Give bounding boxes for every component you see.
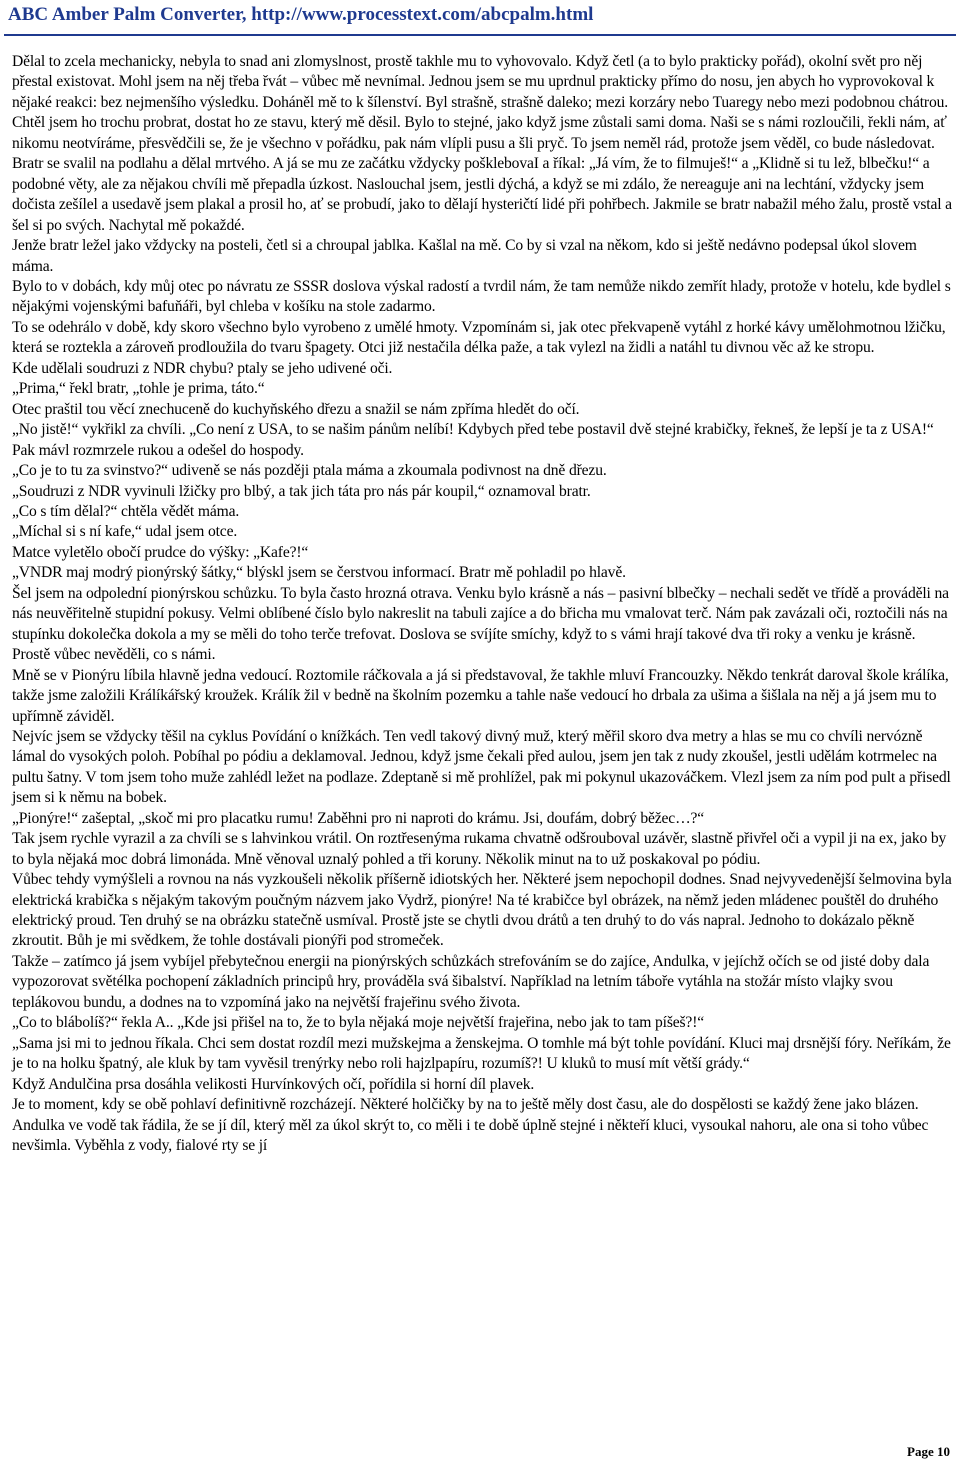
paragraph: Dělal to zcela mechanicky, nebyla to snad ani zlomyslnost, prostě takhle mu to vyhovovalo. Když četl (a to bylo prakticky pořád), okolní svět pro něj přestal existovat. Mohl jsem na něj třeba řvát – vůbec mě nevnímal. Jednou jsem se mu uprdnul prakticky přímo do nosu, jen abych ho vyprovokoval k nějaké reakci: bez nejmenšího výsledku. Doháněl mě to k šílenství. Byl strašně, strašně daleko; mezi korzáry nebo Tuaregy nebo mezi podobnou chátrou. <box>12 53 948 111</box>
paragraph: „Pionýre!“ zašeptal, „skoč mi pro placatku rumu! Zaběhni pro ni naproti do krámu. Jsi, doufám, dobrý běžec…?“ <box>12 809 705 827</box>
paragraph: Bratr se svalil na podlahu a dělal mrtvého. A já se mu ze začátku vždycky pošklebovaI a říkal: „Já vím, že to filmuješ!“ a „Klidně si tu lež, blbečku!“ a podobné věty, ale za nějakou chvíli mě přepadla úzkost. Naslouchal jsem, jestli dýchá, a když se mi zdálo, že nereaguje ani na lechtání, vždycky jsem dočista zešílel a usedavě jsem plakal a prosil ho, ať se probudí, jako to dělají hysteričtí lidé při pohřbech. Jakmile se bratr nabažil mého žalu, prostě vstal a šel si po svých. Nachytal mě pokaždé. <box>12 155 952 234</box>
paragraph: „Soudruzi z NDR vyvinuli lžičky pro blbý, a tak jich táta pro nás pár koupil,“ oznamoval bratr. <box>12 482 591 500</box>
paragraph: Takže – zatímco já jsem vybíjel přebytečnou energii na pionýrských schůzkách strefováním se do zajíce, Andulka, v jejíchž očích se od jisté doby dala vypozorovat světélka pochopení základních principů hry, prováděla svá šibalství. Například na letním táboře vytáhla na stožár místo vlajky svou teplákovou bundu, a dodnes na to vzpomíná jako na největší frajeřinu svého života. <box>12 952 930 1011</box>
paragraph: Otec praštil tou věcí znechuceně do kuchyňského dřezu a snažil se nám zpříma hledět do očí. <box>12 400 580 418</box>
paragraph: To se odehrálo v době, kdy skoro všechno bylo vyrobeno z umělé hmoty. Vzpomínám si, jak otec překvapeně vytáhl z horké kávy umělohmotnou lžičku, která se roztekla a zároveň prodloužila do tvaru špagety. Otci již nestačila délka paže, a tak vylezl na židli a natáhl tu divnou věc až ke stropu. <box>12 318 946 357</box>
paragraph: Jenže bratr ležel jako vždycky na posteli, četl si a chroupal jablka. Kašlal na mě. Co by si vzal na někom, kdo si ještě nedávno podepsal úkol slovem máma. <box>12 237 917 275</box>
paragraph: Tak jsem rychle vyrazil a za chvíli se s lahvinkou vrátil. On roztřesenýma rukama chvatně odšrouboval uzávěr, slastně přivřel oči a vypil ji na ex, jako by to byla nějaká moc dobrá limonáda. Mně věnoval uznalý pohled a tři koruny. Několik minut na to už poskakoval po pódiu. <box>12 830 947 868</box>
paragraph: „Sama jsi mi to jednou říkala. Chci sem dostat rozdíl mezi mužskejma a ženskejma. O tomhle má být tohle povídání. Kluci maj drsnější fóry. Neříkám, že je to na holku špatný, ale kluk by tam vyvěsil trenýrky nebo roli hajzlpapíru, rozumíš?! U kluků to musí mít větší grády.“ <box>12 1034 951 1073</box>
paragraph: Když Andulčina prsa dosáhla velikosti Hurvínkových očí, pořídila si horní díl plavek. <box>12 1075 535 1093</box>
paragraph: Vůbec tehdy vymýšleli a rovnou na nás vyzkoušeli několik příšerně idiotských her. Některé jsem nepochopil dodnes. Snad nejvyvedenější šelmovina byla elektrická krabička s nějakým takovým poučným názvem jako Vydrž, pionýre! Na té krabičce byl obrázek, na němž jeden mládenec pouštěl do druhého elektrický proud. Ten druhý se na obrázku statečně usmíval. Prostě jste se chytli dvou drátů a ten druhý to do vás napral. Jednoho to dokázalo pěkně zkroutit. Bůh je mi svědkem, že tohle dostávali pionýři pod stromeček. <box>12 871 952 950</box>
paragraph: Šel jsem na odpolední pionýrskou schůzku. To byla často hrozná otrava. Venku bylo krásně a nás – pasivní blbečky – nechali sedět ve třídě a prováděli na nás neuvěřitelně stupidní pokusy. Velmi oblíbené číslo bylo nakreslit na tabuli zajíce a do břicha mu vmalovat terč. Nám pak zavázali oči, roztočili nás na stupínku dokolečka dokola a my se měli do toho terče trefovat. Doslova se svíjíte smíchy, když to s vámi hrají takové dva tři roky a venku je krásně. Prostě vůbec nevěděli, co s námi. <box>12 584 949 664</box>
paragraph: „Co to blábolíš?“ řekla A.. „Kde jsi přišel na to, že to byla nějaká moje největší frajeřina, nebo jak to tam píšeš?!“ <box>12 1014 705 1032</box>
paragraph: „Prima,“ řekl bratr, „tohle je prima, táto.“ <box>12 380 265 398</box>
paragraph: Nejvíc jsem se vždycky těšil na cyklus Povídání o knížkách. Ten vedl takový divný muž, který měřil skoro dva metry a hlas se mu co chvíli nervózně lámal do vysokých poloh. Pobíhal po pódiu a deklamoval. Jednou, když jsme čekali před aulou, jsem jen tak z nudy zkoušel, jestli udělám kotrmelec na pultu šatny. V tom jsem toho muže zahlédl ležet na podlaze. Zdeptaně si mě prohlížel, pak mi pokynul ukazováčkem. Vlezl jsem za ním pod pult a přisedl jsem si k němu na bobek. <box>12 727 951 807</box>
page-number: Page 10 <box>907 1444 950 1459</box>
paragraph: „Co je to tu za svinstvo?“ udiveně se nás později ptala máma a zkoumala podivnost na dně dřezu. <box>12 462 607 480</box>
paragraph: Matce vyletělo obočí prudce do výšky: „Kafe?!“ <box>12 543 309 561</box>
paragraph: „Co s tím dělal?“ chtěla vědět máma. <box>12 502 240 520</box>
paragraph: „No jistě!“ vykřikl za chvíli. „Co není z USA, to se našim pánům nelíbí! Kdybych před tebe postavil dvě stejné krabičky, řekneš, že lepší je ta z USA!“ Pak mávl rozmrzele rukou a odešel do hospody. <box>12 421 934 459</box>
document-body <box>12 52 952 1156</box>
paragraph: „Míchal si s ní kafe,“ udal jsem otce. <box>12 523 238 541</box>
paragraph: Je to moment, kdy se obě pohlaví definitivně rozcházejí. Některé holčičky by na to ještě měly dost času, ale do dospělosti se každý žene jako blázen. Andulka ve vodě tak řádila, že se jí díl, který měl za úkol skrýt to, co měli i te době úplně stejné i někteří kluci, vysoukal nahoru, ale ona si toho vůbec nevšimla. Vyběhla z vody, fialové rty se jí <box>12 1096 929 1155</box>
paragraph: Chtěl jsem ho trochu probrat, dostat ho ze stavu, který mě děsil. Bylo to stejné, jako když jsme zůstali sami doma. Naši se s námi rozloučili, řekli nám, ať nikomu neotvíráme, přesvědčili se, že je všechno v pořádku, pak nám vlípli pusu a šli pryč. To jsem neměl rád, protože jsem věděl, co bude následovat. <box>12 114 947 152</box>
paragraph: „VNDR maj modrý pionýrský šátky,“ blýskl jsem se čerstvou informací. Bratr mě pohladil po hlavě. <box>12 564 626 582</box>
document-header <box>8 4 952 34</box>
paragraph: Bylo to v dobách, kdy můj otec po návratu ze SSSR doslova výskal radostí a tvrdil nám, že tam nemůže nikdo zemřít hlady, protože v hotelu, kde bydlel s nějakými vojenskými bafuňáři, byl chleba v košíku na stole zadarmo. <box>12 277 951 316</box>
header-divider <box>4 34 956 36</box>
header-title: ABC Amber Palm Converter, http://www.processtext.com/abcpalm.html <box>8 4 594 25</box>
paragraph: Kde udělali soudruzi z NDR chybu? ptaly se jeho udivené oči. <box>12 359 393 377</box>
paragraph: Mně se v Pionýru líbila hlavně jedna vedoucí. Roztomile ráčkovala a já si představoval, že takhle mluví Francouzky. Někdo tenkrát daroval škole králíka, takže jsme založili Králíkářský kroužek. Králík žil v bedně na školním pozemku a tahle naše vedoucí ho drbala za ušima a šišlala na něj a já jsem mu to upřímně záviděl. <box>12 666 949 725</box>
